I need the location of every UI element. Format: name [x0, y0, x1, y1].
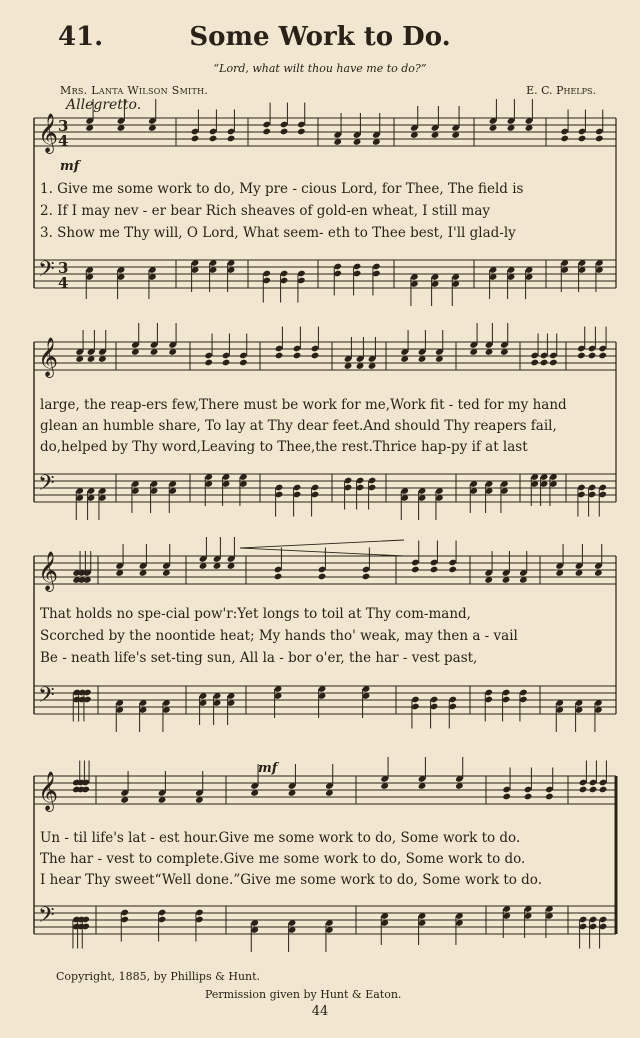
tempo-marking: Allegretto.: [66, 97, 142, 113]
treble-clef: 𝄞: [38, 337, 59, 377]
note-head: [297, 128, 306, 136]
time-signature-top: 3: [58, 259, 69, 277]
note-head: [560, 135, 569, 143]
note-head: [530, 359, 539, 367]
lyric-line-s1-v2: 2. If I may nev - er bear Rich sheaves of gold-en wheat, I still may: [40, 203, 490, 219]
note-head: [502, 793, 511, 801]
lyric-line-s3-v3: Be - neath life's set-ting sun, All la - bor o'er, the har - vest past,: [40, 650, 478, 666]
time-signature-bottom: 4: [58, 132, 69, 150]
note-head: [280, 128, 289, 136]
lyric-line-s3-v1: That holds no spe-cial pow'r:Yet longs to toil at Thy com-mand,: [40, 606, 471, 622]
lyric-line-s3-v2: Scorched by the noontide heat; My hands tho' weak, may then a - vail: [40, 628, 518, 644]
note-head: [191, 135, 200, 143]
permission-notice: Permission given by Hunt & Eaton.: [205, 988, 402, 1001]
lyric-line-s2-v3: do,helped by Thy word,Leaving to Thee,the rest.Thrice hap-py if at last: [40, 439, 528, 455]
bass-clef: 𝄢: [38, 471, 55, 501]
note-head: [239, 359, 248, 367]
note-head: [598, 352, 607, 360]
hymn-number: 41.: [58, 22, 104, 52]
note-head: [599, 786, 608, 794]
dynamic-marking: mf: [258, 761, 278, 776]
note-head: [430, 566, 439, 574]
note-head: [275, 352, 284, 360]
treble-clef: 𝄞: [38, 771, 59, 811]
composer-credit: E. C. Phelps.: [526, 84, 596, 97]
note-head: [579, 786, 588, 794]
lyricist-credit: Mrs. Lanta Wilson Smith.: [60, 84, 209, 97]
lyric-line-s1-v3: 3. Show me Thy will, O Lord, What seem- eth to Thee best, I'll glad-ly: [40, 225, 516, 241]
note-head: [578, 135, 587, 143]
note-head: [274, 573, 283, 581]
note-head: [262, 128, 271, 136]
lyric-line-s4-v3: I hear Thy sweet“Well done.”Give me some work to do, Some work to do.: [40, 872, 542, 888]
note-head: [524, 793, 533, 801]
note-head: [549, 359, 558, 367]
time-signature-bottom: 4: [58, 274, 69, 292]
note-head: [589, 786, 598, 794]
treble-clef: 𝄞: [38, 113, 59, 153]
note-head: [227, 135, 236, 143]
lyric-line-s2-v1: large, the reap-ers few,There must be work for me,Work fit - ted for my hand: [40, 397, 567, 413]
note-head: [318, 573, 327, 581]
lyric-line-s4-v1: Un - til life's lat - est hour.Give me some work to do, Some work to do.: [40, 830, 521, 846]
dynamic-marking: mf: [60, 159, 80, 174]
note-head: [362, 573, 371, 581]
note-head: [222, 359, 231, 367]
copyright-notice: Copyright, 1885, by Phillips & Hunt.: [56, 970, 261, 983]
bass-clef: 𝄢: [38, 903, 55, 933]
crescendo-hairpin: [240, 540, 404, 556]
note-head: [577, 352, 586, 360]
note-head: [540, 359, 549, 367]
time-signature-top: 3: [58, 117, 69, 135]
bass-clef: 𝄢: [38, 683, 55, 713]
page-number: 44: [311, 1004, 329, 1019]
note-head: [588, 352, 597, 360]
hymn-epigraph: “Lord, what wilt thou have me to do?”: [213, 62, 427, 75]
note-head: [448, 566, 457, 574]
note-head: [545, 793, 554, 801]
bass-clef: 𝄢: [38, 257, 55, 287]
note-head: [411, 566, 420, 574]
note-head: [293, 352, 302, 360]
hymn-title: Some Work to Do.: [189, 22, 451, 52]
treble-clef: 𝄞: [38, 551, 59, 591]
lyric-line-s2-v2: glean an humble share, To lay at Thy dear feet.And should Thy reapers fail,: [40, 418, 557, 434]
note-head: [209, 135, 218, 143]
note-head: [311, 352, 320, 360]
note-head: [204, 359, 213, 367]
lyric-line-s1-v1: 1. Give me some work to do, My pre - cious Lord, for Thee, The field is: [40, 181, 524, 197]
note-head: [595, 135, 604, 143]
lyric-line-s4-v2: The har - vest to complete.Give me some work to do, Some work to do.: [40, 851, 526, 867]
